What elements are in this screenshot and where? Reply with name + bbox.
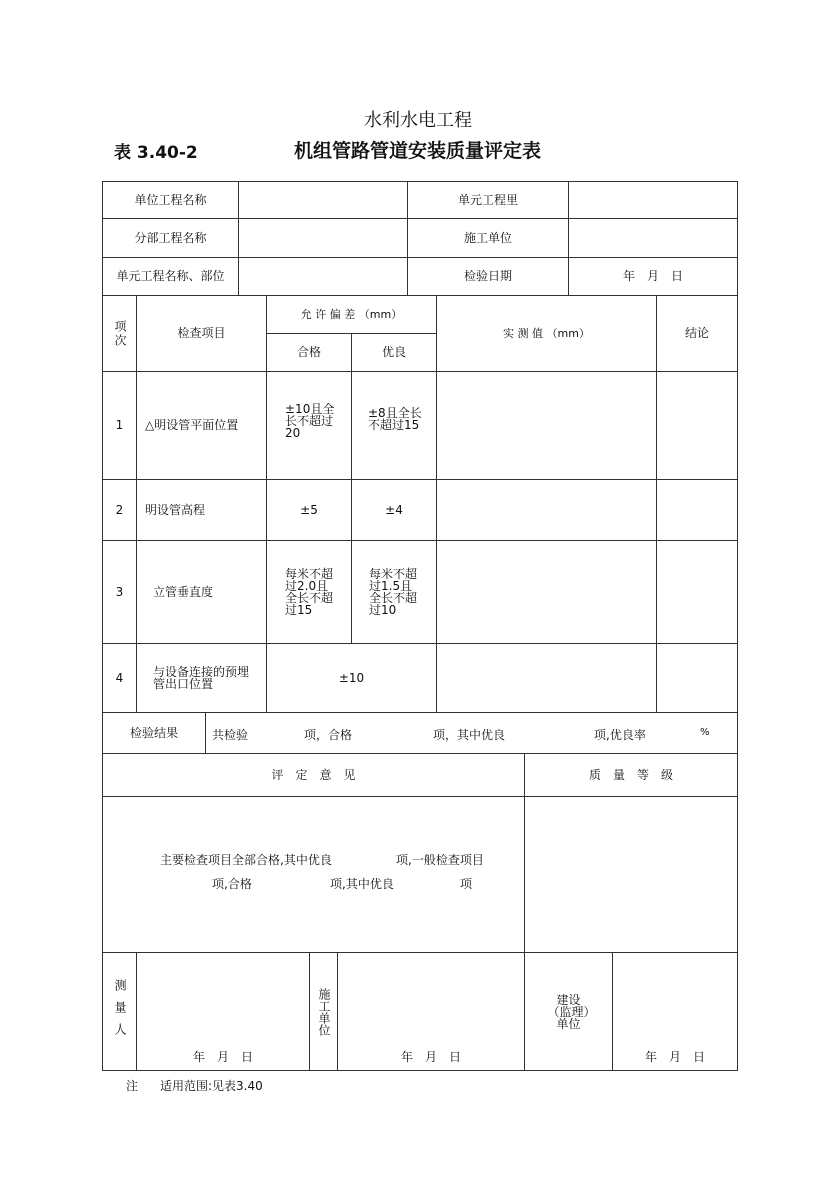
- inspection-date-field[interactable]: 年 月 日: [568, 257, 738, 296]
- opinion-line2a: 项,合格: [212, 877, 252, 891]
- row-qualified: [266, 371, 352, 480]
- row-no: 1: [102, 371, 137, 480]
- opinion-line2b: 项,其中优良: [330, 877, 394, 891]
- row-conclusion-field[interactable]: [656, 643, 738, 713]
- contractor-label: 施工单位: [407, 218, 569, 258]
- division-field[interactable]: [238, 218, 408, 258]
- row-item: 立管垂直度: [136, 540, 267, 644]
- col-item: 检查项目: [136, 295, 267, 372]
- row-qualified-text: 每米不超过2.0且全长不超过15: [285, 567, 334, 617]
- opinion-line1b: 项,一般检查项目: [396, 853, 484, 867]
- row-measured-field[interactable]: [436, 371, 657, 480]
- row-qualified-text: ±10且全长不超过20: [285, 401, 335, 440]
- contractor-date: 年 月 日: [400, 1050, 461, 1064]
- row-item: 明设管高程: [136, 479, 267, 541]
- owner-sign-label: [524, 952, 613, 1071]
- row-excellent: [351, 540, 437, 644]
- note-text: 适用范围:见表3.40: [160, 1079, 263, 1093]
- contractor-sign-field[interactable]: [337, 952, 525, 1071]
- unit-project-field[interactable]: [238, 181, 408, 219]
- row-item-text: 与设备连接的预埋管出口位置: [153, 665, 250, 691]
- row-excellent: [351, 371, 437, 480]
- note-label: 注: [126, 1079, 139, 1093]
- row-measured-field[interactable]: [436, 479, 657, 541]
- surveyor-date: 年 月 日: [192, 1050, 253, 1064]
- row-measured-field[interactable]: [436, 540, 657, 644]
- grade-field[interactable]: [524, 796, 738, 953]
- result-label: 检验结果: [102, 712, 206, 754]
- result-total: 共检验: [212, 728, 249, 742]
- owner-sign-field[interactable]: [612, 952, 738, 1071]
- result-qualified: 项，合格: [304, 728, 353, 742]
- contractor-field[interactable]: [568, 218, 738, 258]
- contractor-sign-label: 施工单位: [309, 952, 338, 1071]
- inspection-date-label: 检验日期: [407, 257, 569, 296]
- opinion-label: 评 定 意 见: [102, 753, 525, 797]
- col-measured: 实 测 值 （mm）: [436, 295, 657, 372]
- owner-date: 年 月 日: [644, 1050, 705, 1064]
- col-index: 项次: [102, 295, 137, 372]
- col-conclusion: 结论: [656, 295, 738, 372]
- row-item: [136, 643, 267, 713]
- col-tolerance: 允 许 偏 差 （mm）: [266, 295, 437, 334]
- element-label: 单元工程名称、部位: [102, 257, 239, 296]
- table-number: 表 3.40-2: [114, 143, 198, 163]
- opinion-line1a: 主要检查项目全部合格,其中优良: [160, 853, 332, 867]
- surveyor-label: 测量人: [102, 952, 137, 1071]
- result-excellent: 项，其中优良: [433, 728, 506, 742]
- unit-quantity-field[interactable]: [568, 181, 738, 219]
- row-qualified: [266, 540, 352, 644]
- row-conclusion-field[interactable]: [656, 371, 738, 480]
- surveyor-sign-field[interactable]: [136, 952, 310, 1071]
- row-no: 4: [102, 643, 137, 713]
- org-heading: 水利水电工程: [364, 110, 472, 131]
- row-excellent: ±4: [351, 479, 437, 541]
- row-qualified: ±5: [266, 479, 352, 541]
- row-excellent-text: 每米不超过1.5且全长不超过10: [369, 567, 418, 617]
- row-conclusion-field[interactable]: [656, 479, 738, 541]
- row-item: △明设管平面位置: [136, 371, 267, 480]
- result-percent: %: [700, 727, 710, 738]
- col-qualified: 合格: [266, 333, 352, 372]
- opinion-line2c: 项: [460, 877, 473, 891]
- row-measured-field[interactable]: [436, 643, 657, 713]
- division-label: 分部工程名称: [102, 218, 239, 258]
- col-excellent: 优良: [351, 333, 437, 372]
- element-field[interactable]: [238, 257, 408, 296]
- page-title: 机组管路管道安装质量评定表: [294, 140, 542, 162]
- grade-label: 质 量 等 级: [524, 753, 738, 797]
- row-excellent-text: ±8且全长不超过15: [368, 405, 422, 432]
- unit-project-label: 单位工程名称: [102, 181, 239, 219]
- row-tolerance: ±10: [266, 643, 437, 713]
- unit-quantity-label: 单元工程里: [407, 181, 569, 219]
- owner-sign-label-text: 建设（监理）单位: [547, 992, 590, 1031]
- row-no: 2: [102, 479, 137, 541]
- result-rate: 项,优良率: [594, 728, 646, 742]
- row-conclusion-field[interactable]: [656, 540, 738, 644]
- row-no: 3: [102, 540, 137, 644]
